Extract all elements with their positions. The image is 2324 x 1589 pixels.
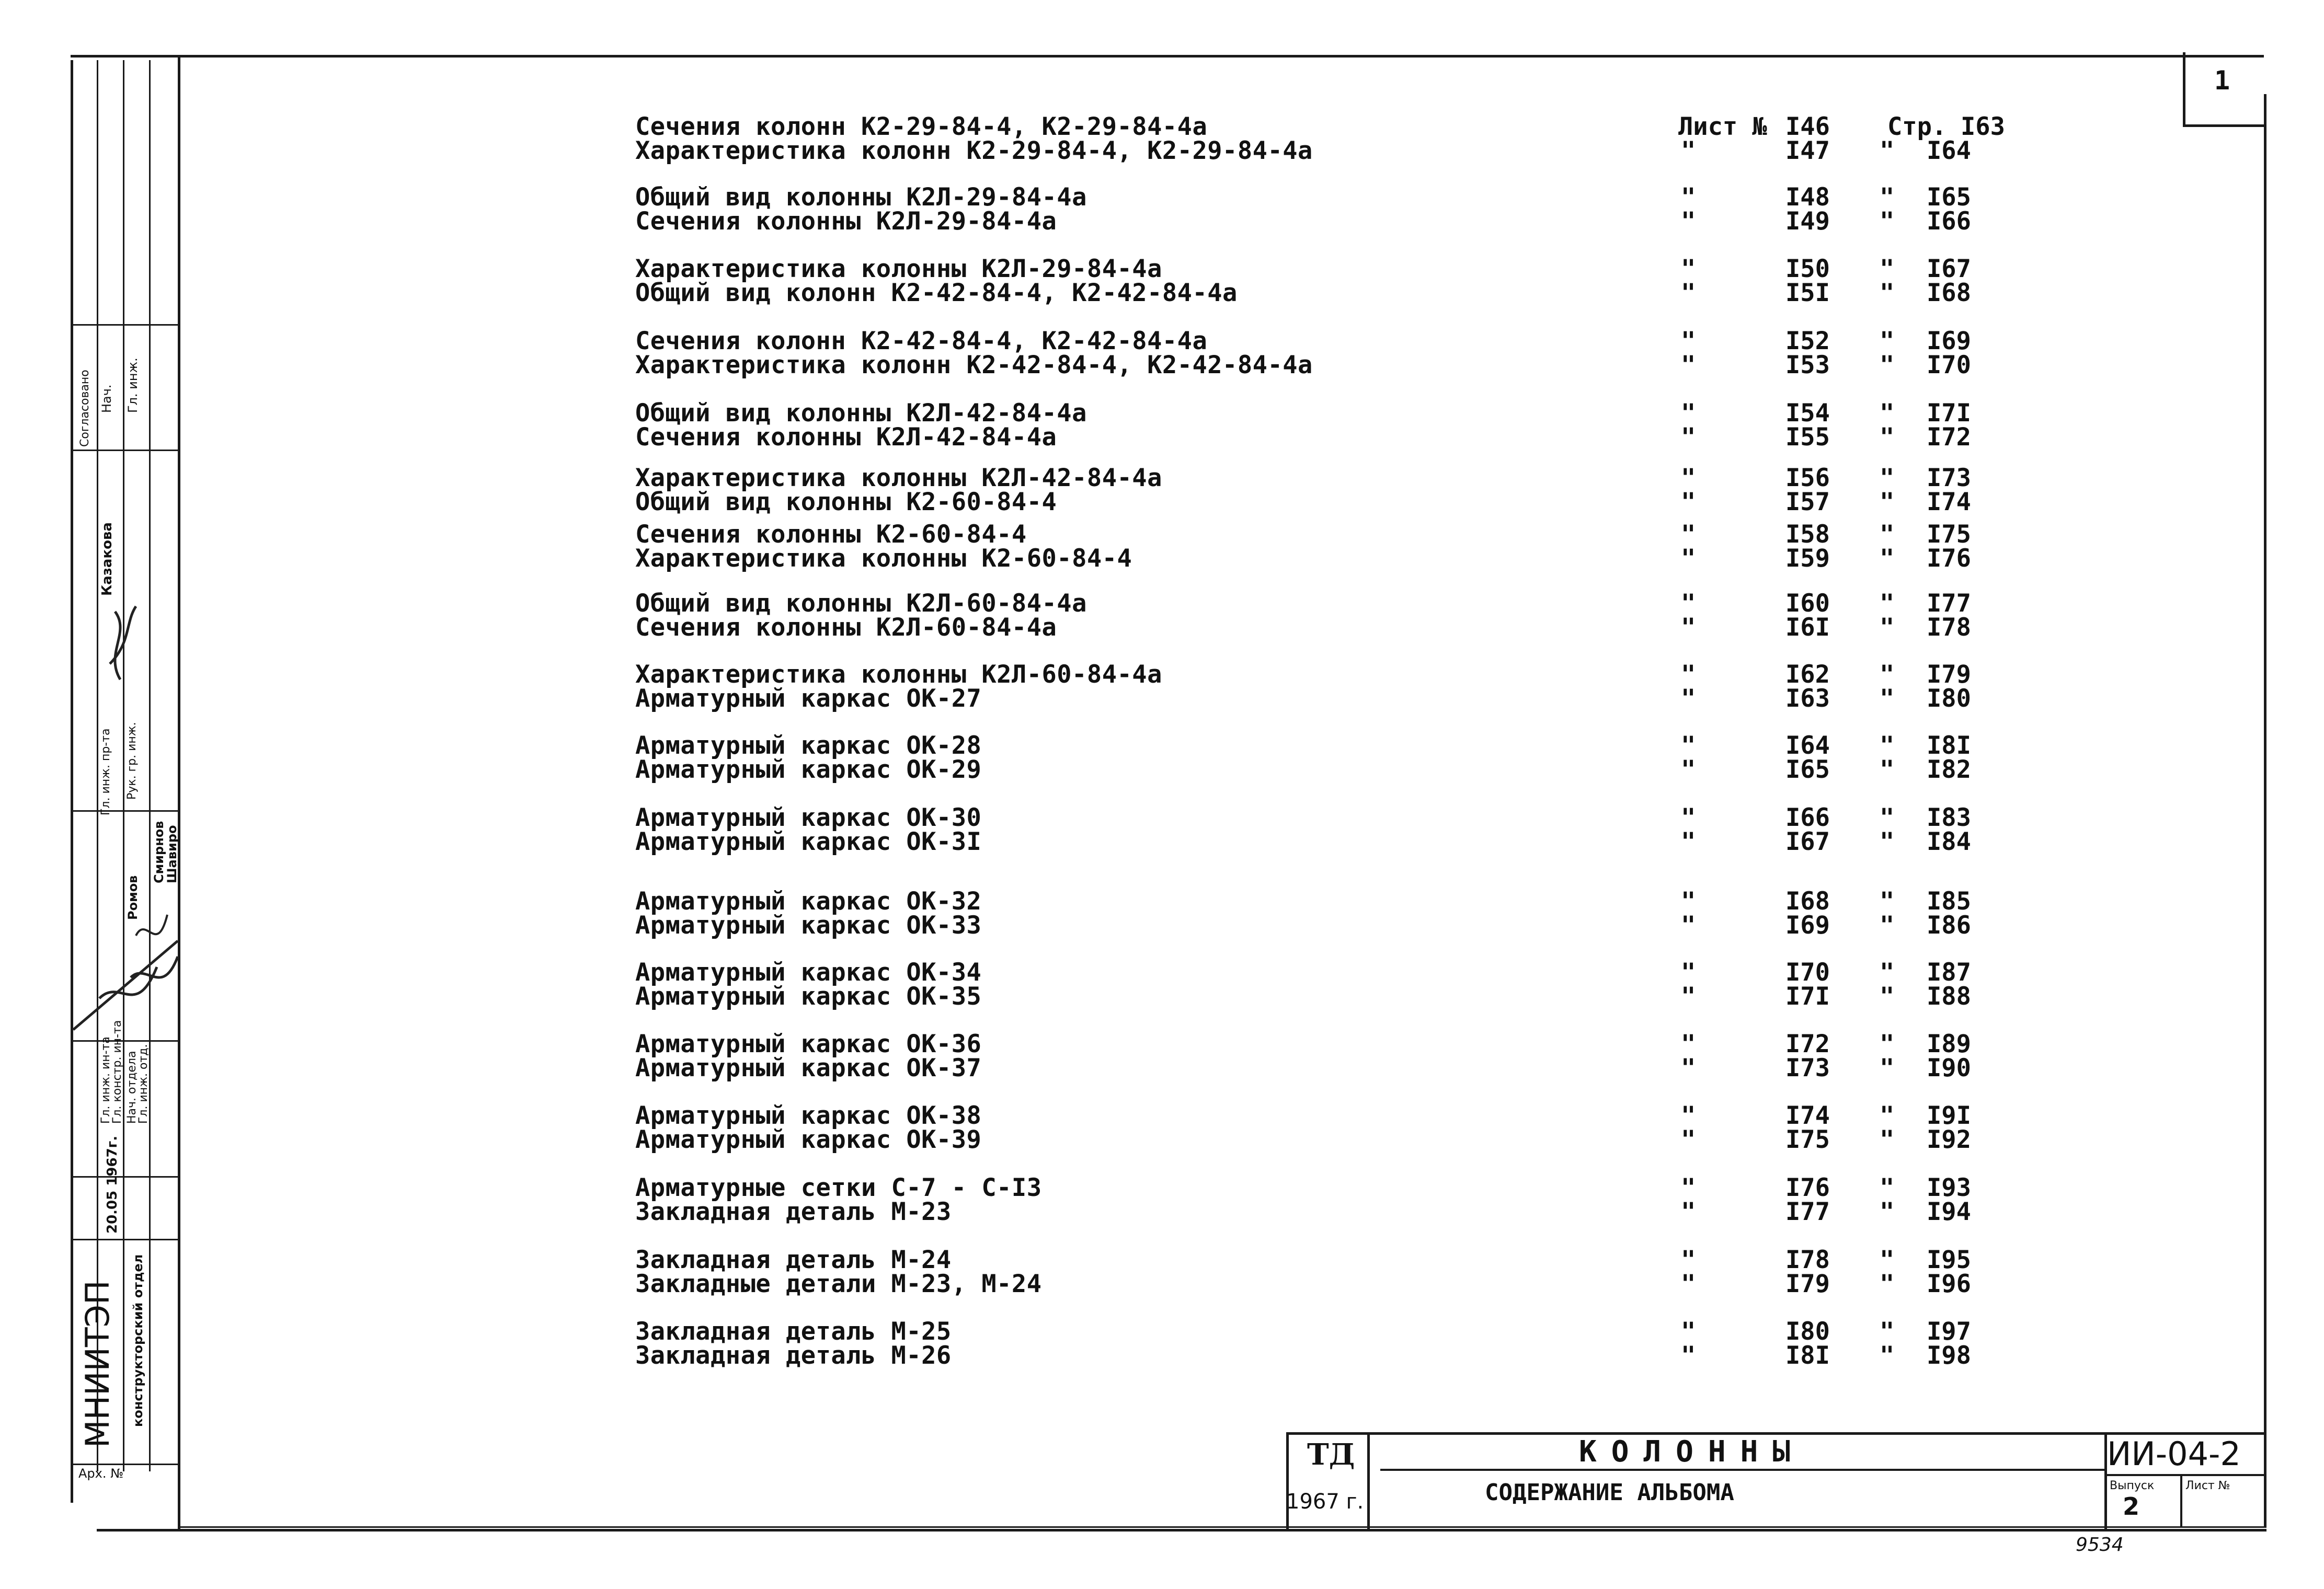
frame-right xyxy=(2264,94,2266,1526)
sheet-number: I59 xyxy=(1785,544,1830,573)
sheet-number: I75 xyxy=(1785,1125,1830,1154)
contents-item-title: Характеристика колонны К2Л-29-84-4а xyxy=(635,255,1162,283)
ditto-mark: " xyxy=(1681,1173,1696,1202)
page-number: I69 xyxy=(1927,327,1971,355)
ditto-mark: " xyxy=(1880,183,1895,212)
page-number: I75 xyxy=(1927,520,1971,549)
contents-item-title: Закладные детали М-23, М-24 xyxy=(635,1270,1042,1298)
contents-item-title: Общий вид колонны К2Л-29-84-4а xyxy=(635,183,1087,212)
ditto-mark: " xyxy=(1681,520,1696,549)
stamp-role-2: Гл. констр. ин-та xyxy=(111,1020,124,1124)
contents-item-title: Характеристика колонн К2-42-84-4, К2-42-84-4а xyxy=(635,351,1313,379)
stamp-approved: Согласовано xyxy=(78,370,91,447)
tb-left xyxy=(1286,1432,1289,1529)
stamp-row-line-2 xyxy=(71,450,180,451)
ditto-mark: " xyxy=(1880,982,1895,1011)
contents-item-title: Характеристика колонны К2Л-60-84-4а xyxy=(635,660,1162,689)
contents-item-title: Арматурный каркас ОК-34 xyxy=(635,958,982,987)
page-number: I86 xyxy=(1927,911,1971,940)
ditto-mark: " xyxy=(1681,827,1696,856)
tb-mid xyxy=(1380,1469,2104,1471)
stamp-name-1: Ромов xyxy=(125,875,140,920)
ditto-mark: " xyxy=(1880,1317,1895,1346)
sheet-number: I5I xyxy=(1785,279,1830,307)
stamp-org: МНИИТЭП xyxy=(78,1280,117,1448)
ditto-mark: " xyxy=(1681,1125,1696,1154)
contents-item-title: Арматурный каркас ОК-33 xyxy=(635,911,982,940)
ditto-mark: " xyxy=(1880,1270,1895,1298)
ditto-mark: " xyxy=(1681,327,1696,355)
sheet-number: I54 xyxy=(1785,399,1830,428)
contents-item-title: Сечения колонны К2Л-42-84-4а xyxy=(635,423,1057,452)
ditto-mark: " xyxy=(1880,1030,1895,1058)
page-number: I83 xyxy=(1927,803,1971,832)
stamp-row-line-6 xyxy=(71,1239,180,1240)
ditto-mark: " xyxy=(1880,1341,1895,1370)
page-number: I96 xyxy=(1927,1270,1971,1298)
contents-item-title: Закладная деталь М-24 xyxy=(635,1246,952,1274)
tb-sheet-label: Лист № xyxy=(2185,1479,2230,1492)
sheet-number: I62 xyxy=(1785,660,1830,689)
ditto-mark: " xyxy=(1681,207,1696,236)
contents-item-title: Закладная деталь М-23 xyxy=(635,1197,952,1226)
sheet-label: Лист № xyxy=(1678,112,1767,141)
ditto-mark: " xyxy=(1880,351,1895,379)
contents-item-title: Сечения колонны К2Л-60-84-4а xyxy=(635,613,1057,642)
ditto-mark: " xyxy=(1880,279,1895,307)
sheet-number: I47 xyxy=(1785,136,1830,165)
stamp-name-4: Казакова xyxy=(99,522,115,596)
ditto-mark: " xyxy=(1880,488,1895,516)
page-number: I82 xyxy=(1927,755,1971,784)
stamp-row-line-1 xyxy=(71,324,180,326)
ditto-mark: " xyxy=(1880,255,1895,283)
page-number: I68 xyxy=(1927,279,1971,307)
ditto-mark: " xyxy=(1681,488,1696,516)
contents-item-title: Арматурный каркас ОК-36 xyxy=(635,1030,982,1058)
ditto-mark: " xyxy=(1681,1054,1696,1083)
page-number: I85 xyxy=(1927,887,1971,916)
ditto-mark: " xyxy=(1880,399,1895,428)
page-number: I63 xyxy=(1961,112,2005,141)
ditto-mark: " xyxy=(1681,1030,1696,1058)
ditto-mark: " xyxy=(1880,911,1895,940)
contents-item-title: Арматурный каркас ОК-35 xyxy=(635,982,982,1011)
page-number: I73 xyxy=(1927,464,1971,492)
ditto-mark: " xyxy=(1880,589,1895,618)
page-corner-number: 1 xyxy=(2214,65,2230,96)
stamp-role-4: Гл. инж. отд. xyxy=(137,1044,150,1124)
ditto-mark: " xyxy=(1681,613,1696,642)
ditto-mark: " xyxy=(1681,183,1696,212)
stamp-role-6: Рук. гр. инж. xyxy=(125,722,139,800)
sheet-number: I78 xyxy=(1785,1246,1830,1274)
contents-item-title: Общий вид колонны К2Л-42-84-4а xyxy=(635,399,1087,428)
ditto-mark: " xyxy=(1681,255,1696,283)
tb-issue-label: Выпуск xyxy=(2110,1479,2155,1492)
contents-item-title: Сечения колонны К2Л-29-84-4а xyxy=(635,207,1057,236)
tb-right-mid xyxy=(2104,1474,2266,1476)
ditto-mark: " xyxy=(1880,136,1895,165)
tb-issue-value: 2 xyxy=(2123,1492,2140,1521)
sheet-number: I57 xyxy=(1785,488,1830,516)
contents-item-title: Закладная деталь М-26 xyxy=(635,1341,952,1370)
page-number: I74 xyxy=(1927,488,1971,516)
tb-logo: ТД xyxy=(1307,1437,1355,1472)
stamp-role-1: Гл. инж. ин-та xyxy=(99,1037,112,1124)
contents-item-title: Общий вид колонн К2-42-84-4, К2-42-84-4а xyxy=(635,279,1238,307)
ditto-mark: " xyxy=(1681,1101,1696,1130)
contents-item-title: Арматурный каркас ОК-39 xyxy=(635,1125,982,1154)
contents-item-title: Сечения колонн К2-42-84-4, К2-42-84-4а xyxy=(635,327,1208,355)
stamp-role-8: Гл. инж. xyxy=(125,358,140,413)
sheet-number: I73 xyxy=(1785,1054,1830,1083)
frame-bottom-2 xyxy=(178,1526,2266,1528)
ditto-mark: " xyxy=(1681,279,1696,307)
contents-item-title: Сечения колонны К2-60-84-4 xyxy=(635,520,1027,549)
page-number: I97 xyxy=(1927,1317,1971,1346)
page-label: Стр. xyxy=(1887,112,1947,141)
page-number: I79 xyxy=(1927,660,1971,689)
tb-subtitle: СОДЕРЖАНИЕ АЛЬБОМА xyxy=(1485,1479,1734,1506)
page-number: I65 xyxy=(1927,183,1971,212)
page-number: I90 xyxy=(1927,1054,1971,1083)
ditto-mark: " xyxy=(1681,464,1696,492)
ditto-mark: " xyxy=(1681,423,1696,452)
sheet-number: I66 xyxy=(1785,803,1830,832)
sheet-number: I64 xyxy=(1785,731,1830,760)
contents-item-title: Арматурный каркас ОК-32 xyxy=(635,887,982,916)
stamp-name-3: Шавиро xyxy=(165,825,179,883)
ditto-mark: " xyxy=(1681,1197,1696,1226)
ditto-mark: " xyxy=(1880,520,1895,549)
stamp-row-line-7 xyxy=(71,1464,180,1465)
stamp-role-3: Нач. отдела xyxy=(125,1051,139,1124)
ditto-mark: " xyxy=(1681,660,1696,689)
ditto-mark: " xyxy=(1880,1125,1895,1154)
signature-marks xyxy=(52,601,188,1072)
page-number: I7I xyxy=(1927,399,1971,428)
sheet-number: I46 xyxy=(1785,112,1830,141)
sheet-number: I58 xyxy=(1785,520,1830,549)
page-number: I87 xyxy=(1927,958,1971,987)
ditto-mark: " xyxy=(1880,207,1895,236)
contents-item-title: Характеристика колонн К2-29-84-4, К2-29-84-4а xyxy=(635,136,1313,165)
sheet-number: I67 xyxy=(1785,827,1830,856)
contents-item-title: Общий вид колонны К2-60-84-4 xyxy=(635,488,1057,516)
sheet-number: I55 xyxy=(1785,423,1830,452)
corner-box-left xyxy=(2183,52,2185,125)
contents-item-title: Арматурный каркас ОК-28 xyxy=(635,731,982,760)
sheet-number: I70 xyxy=(1785,958,1830,987)
page-number: I89 xyxy=(1927,1030,1971,1058)
frame-bottom xyxy=(97,1529,2266,1532)
ditto-mark: " xyxy=(1880,423,1895,452)
sheet-number: I69 xyxy=(1785,911,1830,940)
ditto-mark: " xyxy=(1880,755,1895,784)
ditto-mark: " xyxy=(1681,887,1696,916)
ditto-mark: " xyxy=(1681,544,1696,573)
ditto-mark: " xyxy=(1681,1246,1696,1274)
corner-box-bottom xyxy=(2183,124,2266,127)
contents-item-title: Закладная деталь М-25 xyxy=(635,1317,952,1346)
contents-item-title: Арматурный каркас ОК-27 xyxy=(635,684,982,713)
sheet-number: I8I xyxy=(1785,1341,1830,1370)
page-number: I8I xyxy=(1927,731,1971,760)
ditto-mark: " xyxy=(1880,660,1895,689)
ditto-mark: " xyxy=(1681,1317,1696,1346)
sheet-number: I76 xyxy=(1785,1173,1830,1202)
contents-item-title: Арматурный каркас ОК-30 xyxy=(635,803,982,832)
sheet-number: I6I xyxy=(1785,613,1830,642)
sheet-number: I56 xyxy=(1785,464,1830,492)
contents-item-title: Характеристика колонны К2-60-84-4 xyxy=(635,544,1132,573)
sheet-number: I48 xyxy=(1785,183,1830,212)
page-number: I9I xyxy=(1927,1101,1971,1130)
contents-item-title: Арматурный каркас ОК-3I xyxy=(635,827,982,856)
contents-item-title: Характеристика колонны К2Л-42-84-4а xyxy=(635,464,1162,492)
ditto-mark: " xyxy=(1681,958,1696,987)
sheet-number: I63 xyxy=(1785,684,1830,713)
sheet-number: I68 xyxy=(1785,887,1830,916)
page-number: I88 xyxy=(1927,982,1971,1011)
ditto-mark: " xyxy=(1681,399,1696,428)
ditto-mark: " xyxy=(1880,1054,1895,1083)
page-number: I84 xyxy=(1927,827,1971,856)
page-number: I92 xyxy=(1927,1125,1971,1154)
ditto-mark: " xyxy=(1681,1270,1696,1298)
ditto-mark: " xyxy=(1880,1246,1895,1274)
ditto-mark: " xyxy=(1880,613,1895,642)
ditto-mark: " xyxy=(1880,1173,1895,1202)
ditto-mark: " xyxy=(1880,958,1895,987)
ditto-mark: " xyxy=(1681,684,1696,713)
ditto-mark: " xyxy=(1681,982,1696,1011)
ditto-mark: " xyxy=(1880,1197,1895,1226)
page-number: I98 xyxy=(1927,1341,1971,1370)
ditto-mark: " xyxy=(1880,887,1895,916)
ditto-mark: " xyxy=(1880,827,1895,856)
ditto-mark: " xyxy=(1681,911,1696,940)
sheet-number: I53 xyxy=(1785,351,1830,379)
ditto-mark: " xyxy=(1681,136,1696,165)
page-number: I95 xyxy=(1927,1246,1971,1274)
tb-bottom-note: 9534 xyxy=(2076,1534,2124,1556)
stamp-date: 20.05 1967г. xyxy=(105,1135,120,1234)
sheet-number: I60 xyxy=(1785,589,1830,618)
stamp-role-7: Нач. xyxy=(99,384,114,413)
contents-item-title: Сечения колонн К2-29-84-4, К2-29-84-4а xyxy=(635,112,1208,141)
page-number: I76 xyxy=(1927,544,1971,573)
contents-item-title: Арматурный каркас ОК-37 xyxy=(635,1054,982,1083)
page-number: I66 xyxy=(1927,207,1971,236)
contents-item-title: Арматурный каркас ОК-29 xyxy=(635,755,982,784)
page-number: I67 xyxy=(1927,255,1971,283)
contents-item-title: Арматурные сетки С-7 - С-I3 xyxy=(635,1173,1042,1202)
sheet-number: I79 xyxy=(1785,1270,1830,1298)
stamp-name-2: Смирнов xyxy=(152,821,166,883)
tb-year: 1967 г. xyxy=(1286,1490,1364,1514)
ditto-mark: " xyxy=(1880,544,1895,573)
sheet-number: I74 xyxy=(1785,1101,1830,1130)
ditto-mark: " xyxy=(1681,589,1696,618)
tb-col-1 xyxy=(1367,1432,1370,1529)
ditto-mark: " xyxy=(1880,803,1895,832)
stamp-row-line-5 xyxy=(71,1176,180,1178)
ditto-mark: " xyxy=(1880,684,1895,713)
sheet-number: I72 xyxy=(1785,1030,1830,1058)
contents-item-title: Общий вид колонны К2Л-60-84-4а xyxy=(635,589,1087,618)
tb-title: КОЛОННЫ xyxy=(1579,1435,1805,1469)
sheet-number: I77 xyxy=(1785,1197,1830,1226)
ditto-mark: " xyxy=(1880,464,1895,492)
ditto-mark: " xyxy=(1681,351,1696,379)
page-number: I77 xyxy=(1927,589,1971,618)
sheet-number: I80 xyxy=(1785,1317,1830,1346)
page-number: I78 xyxy=(1927,613,1971,642)
sheet-number: I50 xyxy=(1785,255,1830,283)
ditto-mark: " xyxy=(1681,731,1696,760)
stamp-dept: конструкторский отдел xyxy=(131,1254,145,1427)
frame-top xyxy=(71,55,2264,57)
stamp-role-5: Гл. инж. пр-та xyxy=(99,728,112,815)
sheet-number: I49 xyxy=(1785,207,1830,236)
sheet-number: I52 xyxy=(1785,327,1830,355)
ditto-mark: " xyxy=(1681,803,1696,832)
contents-item-title: Арматурный каркас ОК-38 xyxy=(635,1101,982,1130)
ditto-mark: " xyxy=(1681,755,1696,784)
tb-code: ИИ-04-2 xyxy=(2107,1435,2241,1473)
ditto-mark: " xyxy=(1880,731,1895,760)
stamp-arch-label: Арх. № xyxy=(78,1466,124,1481)
ditto-mark: " xyxy=(1880,1101,1895,1130)
ditto-mark: " xyxy=(1880,327,1895,355)
sheet-number: I65 xyxy=(1785,755,1830,784)
page-number: I93 xyxy=(1927,1173,1971,1202)
tb-right-col xyxy=(2180,1474,2182,1526)
page-number: I70 xyxy=(1927,351,1971,379)
page-number: I80 xyxy=(1927,684,1971,713)
sheet-number: I7I xyxy=(1785,982,1830,1011)
page-number: I94 xyxy=(1927,1197,1971,1226)
ditto-mark: " xyxy=(1681,1341,1696,1370)
page-number: I72 xyxy=(1927,423,1971,452)
page-number: I64 xyxy=(1927,136,1971,165)
